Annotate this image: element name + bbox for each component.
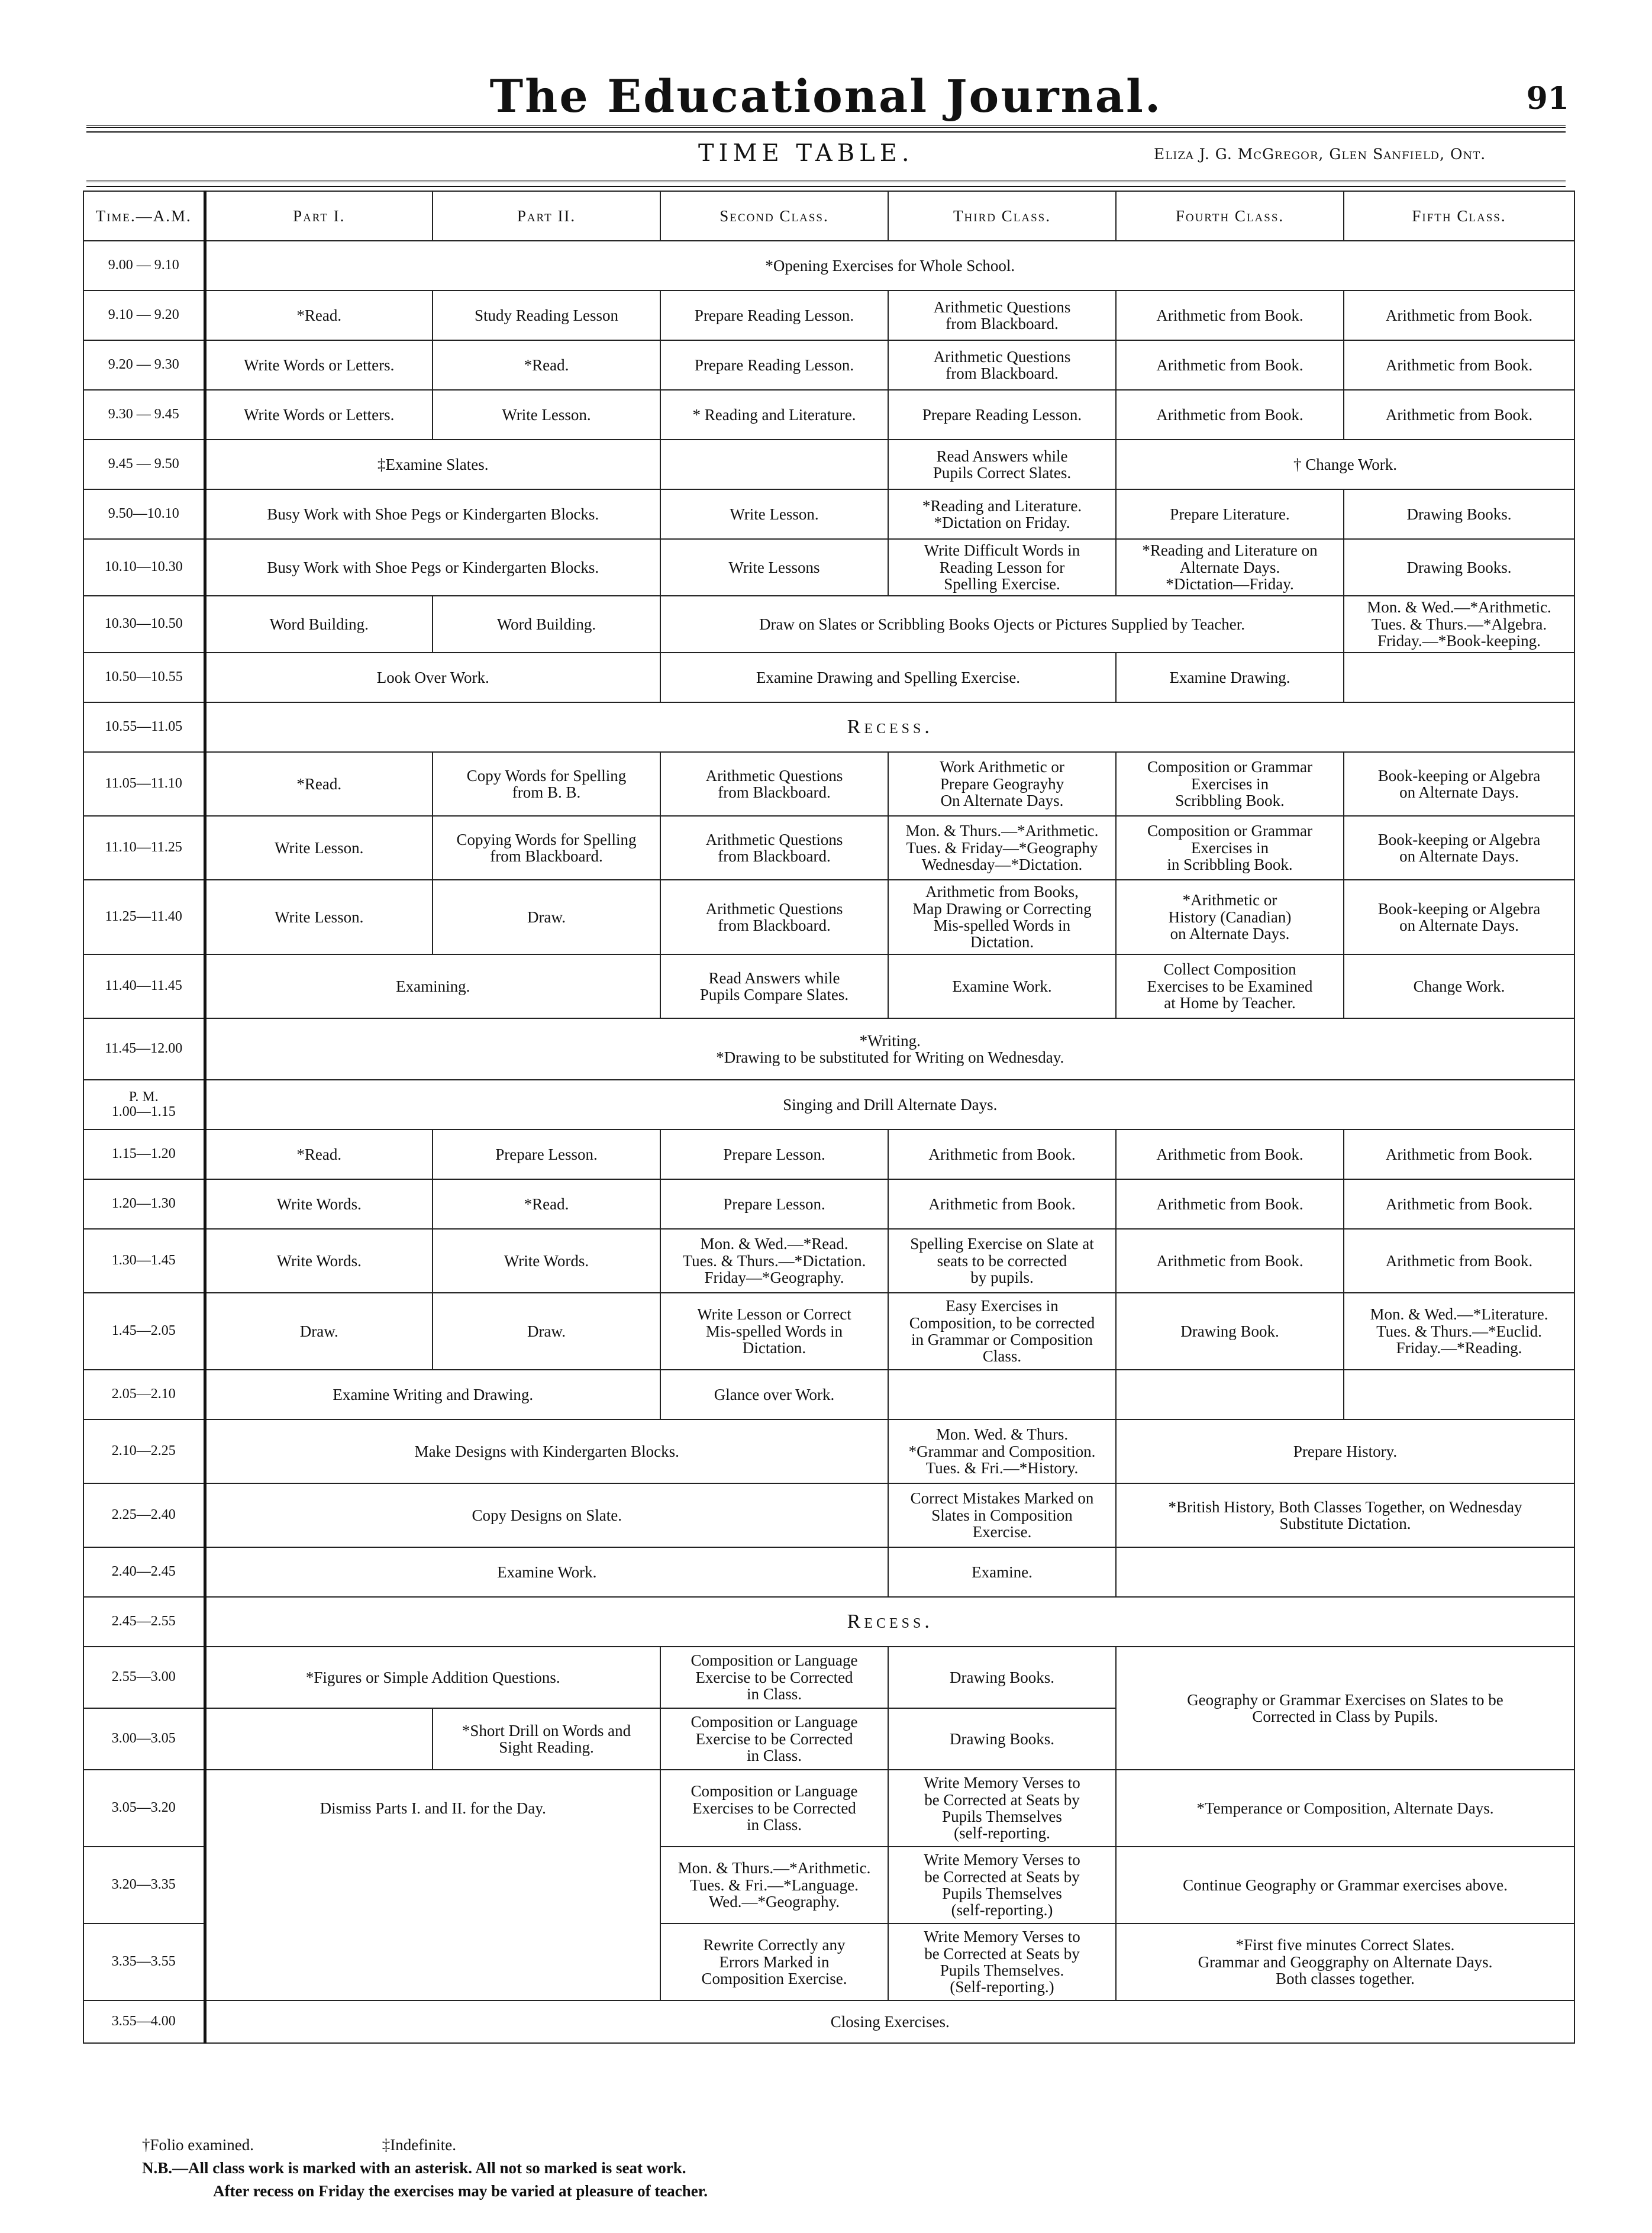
fourth-fifth-class-cell: Continue Geography or Grammar exercises above. bbox=[1116, 1847, 1574, 1924]
part2-cell: Copy Words for Spelling from B. B. bbox=[433, 752, 660, 816]
time-cell: 9.00 — 9.10 bbox=[83, 241, 205, 291]
second-class-cell: Prepare Lesson. bbox=[660, 1179, 888, 1229]
table-row bbox=[83, 1229, 1574, 1293]
part1-cell: Write Lesson. bbox=[205, 880, 433, 954]
part1-cell: Write Lesson. bbox=[205, 816, 433, 880]
whole-school-cell: Singing and Drill Alternate Days. bbox=[205, 1080, 1574, 1130]
time-cell: 2.55—3.00 bbox=[83, 1647, 205, 1708]
fourth-class-cell: Arithmetic from Book. bbox=[1116, 390, 1344, 440]
table-row bbox=[83, 1647, 1574, 1708]
col-fourth-class: Fourth Class. bbox=[1116, 191, 1344, 241]
second-class-cell: Composition or Language Exercise to be Corrected in Class. bbox=[660, 1708, 888, 1770]
fifth-class-cell: Drawing Books. bbox=[1344, 539, 1574, 596]
col-second-class: Second Class. bbox=[660, 191, 888, 241]
col-part1: Part I. bbox=[205, 191, 433, 241]
third-class-cell: Mon. Wed. & Thurs. *Grammar and Composition. Tues. & Fri.—*History. bbox=[888, 1419, 1116, 1483]
part1-cell: Write Words or Letters. bbox=[205, 340, 433, 390]
third-class-cell: Drawing Books. bbox=[888, 1647, 1116, 1708]
third-class-cell bbox=[888, 1370, 1116, 1419]
second-class-cell: Prepare Reading Lesson. bbox=[660, 291, 888, 340]
table-row bbox=[83, 1370, 1574, 1419]
table-row bbox=[83, 2000, 1574, 2043]
parts-1-2-cell: Examine Writing and Drawing. bbox=[205, 1370, 660, 1419]
time-cell: 3.05—3.20 bbox=[83, 1770, 205, 1847]
table-row bbox=[83, 1483, 1574, 1547]
time-cell: 9.20 — 9.30 bbox=[83, 340, 205, 390]
fourth-class-cell: Prepare Literature. bbox=[1116, 489, 1344, 539]
fifth-class-cell: Arithmetic from Book. bbox=[1344, 390, 1574, 440]
third-class-cell: Spelling Exercise on Slate at seats to be corrected by pupils. bbox=[888, 1229, 1116, 1293]
part1-cell: *Read. bbox=[205, 1130, 433, 1179]
col-third-class: Third Class. bbox=[888, 191, 1116, 241]
fourth-fifth-class-cell: Prepare History. bbox=[1116, 1419, 1574, 1483]
fourth-fifth-class-cell: Geography or Grammar Exercises on Slates to be Corrected in Class by Pupils. bbox=[1116, 1647, 1574, 1770]
timetable-title: TIME TABLE. bbox=[698, 140, 914, 167]
parts-and-second-class-cell: Make Designs with Kindergarten Blocks. bbox=[205, 1419, 888, 1483]
fourth-class-cell: Collect Composition Exercises to be Examined at Home by Teacher. bbox=[1116, 954, 1344, 1018]
col-part2: Part II. bbox=[433, 191, 660, 241]
second-third-class-cell: Examine Drawing and Spelling Exercise. bbox=[660, 653, 1116, 702]
part1-cell: Write Words. bbox=[205, 1229, 433, 1293]
time-cell: 10.10—10.30 bbox=[83, 539, 205, 596]
fourth-class-cell bbox=[1116, 1370, 1344, 1419]
time-cell: 11.45—12.00 bbox=[83, 1018, 205, 1080]
table-row bbox=[83, 1080, 1574, 1130]
part2-cell: Write Words. bbox=[433, 1229, 660, 1293]
third-class-cell: Write Memory Verses to be Corrected at Seats by Pupils Themselves (self-reporting. bbox=[888, 1770, 1116, 1847]
time-cell: 9.50—10.10 bbox=[83, 489, 205, 539]
part1-cell: Write Words. bbox=[205, 1179, 433, 1229]
table-row bbox=[83, 880, 1574, 954]
footnote-indefinite: ‡Indefinite. bbox=[382, 2136, 456, 2154]
time-cell: 3.55—4.00 bbox=[83, 2000, 205, 2043]
time-cell: 10.30—10.50 bbox=[83, 596, 205, 653]
page-number: 91 bbox=[1526, 80, 1569, 117]
second-class-cell bbox=[660, 440, 888, 489]
fourth-class-cell: *Reading and Literature on Alternate Days. *Dictation—Friday. bbox=[1116, 539, 1344, 596]
part2-cell: Draw. bbox=[433, 880, 660, 954]
parts-1-2-cell: Busy Work with Shoe Pegs or Kindergarten Blocks. bbox=[205, 539, 660, 596]
header-row bbox=[83, 191, 1574, 241]
third-class-cell: Easy Exercises in Composition, to be corrected in Grammar or Composition Class. bbox=[888, 1293, 1116, 1370]
table-row bbox=[83, 702, 1574, 752]
table-row bbox=[83, 340, 1574, 390]
table-row bbox=[83, 1293, 1574, 1370]
second-class-cell: Prepare Reading Lesson. bbox=[660, 340, 888, 390]
col-time: Time.—A.M. bbox=[83, 191, 205, 241]
fourth-fifth-class-cell: † Change Work. bbox=[1116, 440, 1574, 489]
footnote-friday: After recess on Friday the exercises may be varied at pleasure of teacher. bbox=[213, 2182, 708, 2200]
time-cell: 2.25—2.40 bbox=[83, 1483, 205, 1547]
fifth-class-cell bbox=[1344, 653, 1574, 702]
table-row bbox=[83, 539, 1574, 596]
fifth-class-cell: Arithmetic from Book. bbox=[1344, 291, 1574, 340]
table-row bbox=[83, 291, 1574, 340]
third-class-cell: Prepare Reading Lesson. bbox=[888, 390, 1116, 440]
parts-and-second-class-cell: Copy Designs on Slate. bbox=[205, 1483, 888, 1547]
table-top-rule bbox=[86, 180, 1566, 187]
header-rule bbox=[86, 125, 1566, 133]
time-cell: 11.05—11.10 bbox=[83, 752, 205, 816]
timetable bbox=[83, 191, 1575, 2044]
table-row bbox=[83, 1770, 1574, 1847]
parts-1-2-cell: ‡Examine Slates. bbox=[205, 440, 660, 489]
fourth-class-cell: Arithmetic from Book. bbox=[1116, 1130, 1344, 1179]
fourth-class-cell: Composition or Grammar Exercises in in Scribbling Book. bbox=[1116, 816, 1344, 880]
fifth-class-cell: Change Work. bbox=[1344, 954, 1574, 1018]
part2-cell: Prepare Lesson. bbox=[433, 1130, 660, 1179]
part1-cell: *Read. bbox=[205, 291, 433, 340]
second-class-cell: Arithmetic Questions from Blackboard. bbox=[660, 880, 888, 954]
third-class-cell: Correct Mistakes Marked on Slates in Composition Exercise. bbox=[888, 1483, 1116, 1547]
table-row bbox=[83, 241, 1574, 291]
parts-1-2-cell: Examining. bbox=[205, 954, 660, 1018]
second-class-cell: Prepare Lesson. bbox=[660, 1130, 888, 1179]
time-cell: 2.10—2.25 bbox=[83, 1419, 205, 1483]
part2-cell: Study Reading Lesson bbox=[433, 291, 660, 340]
second-class-cell: Write Lesson. bbox=[660, 489, 888, 539]
table-row bbox=[83, 816, 1574, 880]
table-row bbox=[83, 489, 1574, 539]
table-row bbox=[83, 1018, 1574, 1080]
second-to-fourth-class-cell: Draw on Slates or Scribbling Books Ojects or Pictures Supplied by Teacher. bbox=[660, 596, 1344, 653]
part2-cell: *Short Drill on Words and Sight Reading. bbox=[433, 1708, 660, 1770]
second-class-cell: Arithmetic Questions from Blackboard. bbox=[660, 816, 888, 880]
recess-cell: Recess. bbox=[205, 1597, 1574, 1647]
part1-cell bbox=[205, 1708, 433, 1770]
whole-school-cell: *Opening Exercises for Whole School. bbox=[205, 241, 1574, 291]
fifth-class-cell: Book-keeping or Algebra on Alternate Days. bbox=[1344, 880, 1574, 954]
third-class-cell: Arithmetic Questions from Blackboard. bbox=[888, 291, 1116, 340]
third-class-cell: Arithmetic from Book. bbox=[888, 1179, 1116, 1229]
third-class-cell: Drawing Books. bbox=[888, 1708, 1116, 1770]
time-cell: 3.20—3.35 bbox=[83, 1847, 205, 1924]
fifth-class-cell: Arithmetic from Book. bbox=[1344, 1130, 1574, 1179]
third-class-cell: Write Memory Verses to be Corrected at Seats by Pupils Themselves (self-reporting.) bbox=[888, 1847, 1116, 1924]
fourth-class-cell: Examine Drawing. bbox=[1116, 653, 1344, 702]
part2-cell: Copying Words for Spelling from Blackboard. bbox=[433, 816, 660, 880]
fifth-class-cell: Arithmetic from Book. bbox=[1344, 1229, 1574, 1293]
third-class-cell: Read Answers while Pupils Correct Slates. bbox=[888, 440, 1116, 489]
footnotes bbox=[142, 2134, 708, 2203]
recess-cell: Recess. bbox=[205, 702, 1574, 752]
third-class-cell: Examine. bbox=[888, 1547, 1116, 1597]
fifth-class-cell: Mon. & Wed.—*Literature. Tues. & Thurs.—*Euclid. Friday.—*Reading. bbox=[1344, 1293, 1574, 1370]
second-class-cell: Composition or Language Exercise to be Corrected in Class. bbox=[660, 1647, 888, 1708]
fourth-class-cell: Drawing Book. bbox=[1116, 1293, 1344, 1370]
fourth-class-cell: *Arithmetic or History (Canadian) on Alternate Days. bbox=[1116, 880, 1344, 954]
second-class-cell: Write Lessons bbox=[660, 539, 888, 596]
parts-1-2-cell: Busy Work with Shoe Pegs or Kindergarten Blocks. bbox=[205, 489, 660, 539]
second-class-cell: Rewrite Correctly any Errors Marked in Composition Exercise. bbox=[660, 1924, 888, 2000]
parts-and-second-class-cell: Examine Work. bbox=[205, 1547, 888, 1597]
part2-cell: Write Lesson. bbox=[433, 390, 660, 440]
fourth-fifth-class-cell bbox=[1116, 1547, 1574, 1597]
table-row bbox=[83, 440, 1574, 489]
whole-school-cell: Closing Exercises. bbox=[205, 2000, 1574, 2043]
time-cell: 11.25—11.40 bbox=[83, 880, 205, 954]
third-class-cell: Mon. & Thurs.—*Arithmetic. Tues. & Friday—*Geography Wednesday—*Dictation. bbox=[888, 816, 1116, 880]
table-row bbox=[83, 954, 1574, 1018]
fifth-class-cell: Book-keeping or Algebra on Alternate Days. bbox=[1344, 752, 1574, 816]
second-class-cell: Arithmetic Questions from Blackboard. bbox=[660, 752, 888, 816]
fourth-class-cell: Arithmetic from Book. bbox=[1116, 340, 1344, 390]
table-row bbox=[83, 752, 1574, 816]
part1-cell: Draw. bbox=[205, 1293, 433, 1370]
third-class-cell: Examine Work. bbox=[888, 954, 1116, 1018]
table-row bbox=[83, 1179, 1574, 1229]
time-cell: 9.45 — 9.50 bbox=[83, 440, 205, 489]
fifth-class-cell: Drawing Books. bbox=[1344, 489, 1574, 539]
third-class-cell: Arithmetic Questions from Blackboard. bbox=[888, 340, 1116, 390]
third-class-cell: Write Difficult Words in Reading Lesson for Spelling Exercise. bbox=[888, 539, 1116, 596]
second-class-cell: Glance over Work. bbox=[660, 1370, 888, 1419]
fourth-class-cell: Composition or Grammar Exercises in Scribbling Book. bbox=[1116, 752, 1344, 816]
time-cell: 2.45—2.55 bbox=[83, 1597, 205, 1647]
third-class-cell: Write Memory Verses to be Corrected at Seats by Pupils Themselves. (Self-reporting.) bbox=[888, 1924, 1116, 2000]
table-row bbox=[83, 1547, 1574, 1597]
masthead bbox=[0, 70, 1652, 123]
fourth-class-cell: Arithmetic from Book. bbox=[1116, 1179, 1344, 1229]
part2-cell: *Read. bbox=[433, 340, 660, 390]
table-row bbox=[83, 1419, 1574, 1483]
fifth-class-cell: Mon. & Wed.—*Arithmetic. Tues. & Thurs.—*Algebra. Friday.—*Book-keeping. bbox=[1344, 596, 1574, 653]
part1-cell: Write Words or Letters. bbox=[205, 390, 433, 440]
third-class-cell: Work Arithmetic or Prepare Geograyhy On Alternate Days. bbox=[888, 752, 1116, 816]
time-cell: P. M. 1.00—1.15 bbox=[83, 1080, 205, 1130]
table-row bbox=[83, 390, 1574, 440]
author-line: Eliza J. G. McGregor, Glen Sanfield, Ont. bbox=[1154, 146, 1486, 163]
time-cell: 11.40—11.45 bbox=[83, 954, 205, 1018]
time-cell: 2.40—2.45 bbox=[83, 1547, 205, 1597]
footnote-symbols bbox=[142, 2134, 708, 2157]
time-cell: 1.30—1.45 bbox=[83, 1229, 205, 1293]
time-cell: 9.30 — 9.45 bbox=[83, 390, 205, 440]
table-row bbox=[83, 653, 1574, 702]
table-row bbox=[83, 1597, 1574, 1647]
fifth-class-cell bbox=[1344, 1370, 1574, 1419]
parts-1-2-cell: Look Over Work. bbox=[205, 653, 660, 702]
time-cell: 1.20—1.30 bbox=[83, 1179, 205, 1229]
time-cell: 11.10—11.25 bbox=[83, 816, 205, 880]
fourth-class-cell: Arithmetic from Book. bbox=[1116, 291, 1344, 340]
third-class-cell: Arithmetic from Books, Map Drawing or Correcting Mis-spelled Words in Dictation. bbox=[888, 880, 1116, 954]
fourth-fifth-class-cell: *First five minutes Correct Slates. Grammar and Geoggraphy on Alternate Days. Both classes together. bbox=[1116, 1924, 1574, 2000]
fourth-fifth-class-cell: *Temperance or Composition, Alternate Days. bbox=[1116, 1770, 1574, 1847]
second-class-cell: * Reading and Literature. bbox=[660, 390, 888, 440]
fifth-class-cell: Arithmetic from Book. bbox=[1344, 340, 1574, 390]
table-row bbox=[83, 596, 1574, 653]
part2-cell: Draw. bbox=[433, 1293, 660, 1370]
time-cell: 1.45—2.05 bbox=[83, 1293, 205, 1370]
fifth-class-cell: Arithmetic from Book. bbox=[1344, 1179, 1574, 1229]
fourth-fifth-class-cell: *British History, Both Classes Together, on Wednesday Substitute Dictation. bbox=[1116, 1483, 1574, 1547]
part2-cell: Word Building. bbox=[433, 596, 660, 653]
time-cell: 2.05—2.10 bbox=[83, 1370, 205, 1419]
second-class-cell: Composition or Language Exercises to be Corrected in Class. bbox=[660, 1770, 888, 1847]
journal-title: The Educational Journal. bbox=[489, 70, 1163, 122]
second-class-cell: Mon. & Thurs.—*Arithmetic. Tues. & Fri.—*Language. Wed.—*Geography. bbox=[660, 1847, 888, 1924]
third-class-cell: Arithmetic from Book. bbox=[888, 1130, 1116, 1179]
part1-cell: *Read. bbox=[205, 752, 433, 816]
footnote-nb: N.B.—All class work is marked with an asterisk. All not so marked is seat work. bbox=[142, 2159, 686, 2177]
time-cell: 9.10 — 9.20 bbox=[83, 291, 205, 340]
time-cell: 1.15—1.20 bbox=[83, 1130, 205, 1179]
time-cell: 10.50—10.55 bbox=[83, 653, 205, 702]
whole-school-cell: *Writing. *Drawing to be substituted for Writing on Wednesday. bbox=[205, 1018, 1574, 1080]
second-class-cell: Write Lesson or Correct Mis-spelled Words in Dictation. bbox=[660, 1293, 888, 1370]
footnote-folio: †Folio examined. bbox=[142, 2136, 254, 2154]
part2-cell: *Read. bbox=[433, 1179, 660, 1229]
col-fifth-class: Fifth Class. bbox=[1344, 191, 1574, 241]
fourth-class-cell: Arithmetic from Book. bbox=[1116, 1229, 1344, 1293]
third-class-cell: *Reading and Literature. *Dictation on Friday. bbox=[888, 489, 1116, 539]
time-cell: 3.35—3.55 bbox=[83, 1924, 205, 2000]
parts-1-2-cell: *Figures or Simple Addition Questions. bbox=[205, 1647, 660, 1708]
table-row bbox=[83, 1130, 1574, 1179]
second-class-cell: Mon. & Wed.—*Read. Tues. & Thurs.—*Dictation. Friday—*Geography. bbox=[660, 1229, 888, 1293]
parts-1-2-cell: Dismiss Parts I. and II. for the Day. bbox=[205, 1770, 660, 2000]
second-class-cell: Read Answers while Pupils Compare Slates. bbox=[660, 954, 888, 1018]
fifth-class-cell: Book-keeping or Algebra on Alternate Days. bbox=[1344, 816, 1574, 880]
time-cell: 3.00—3.05 bbox=[83, 1708, 205, 1770]
time-cell: 10.55—11.05 bbox=[83, 702, 205, 752]
part1-cell: Word Building. bbox=[205, 596, 433, 653]
